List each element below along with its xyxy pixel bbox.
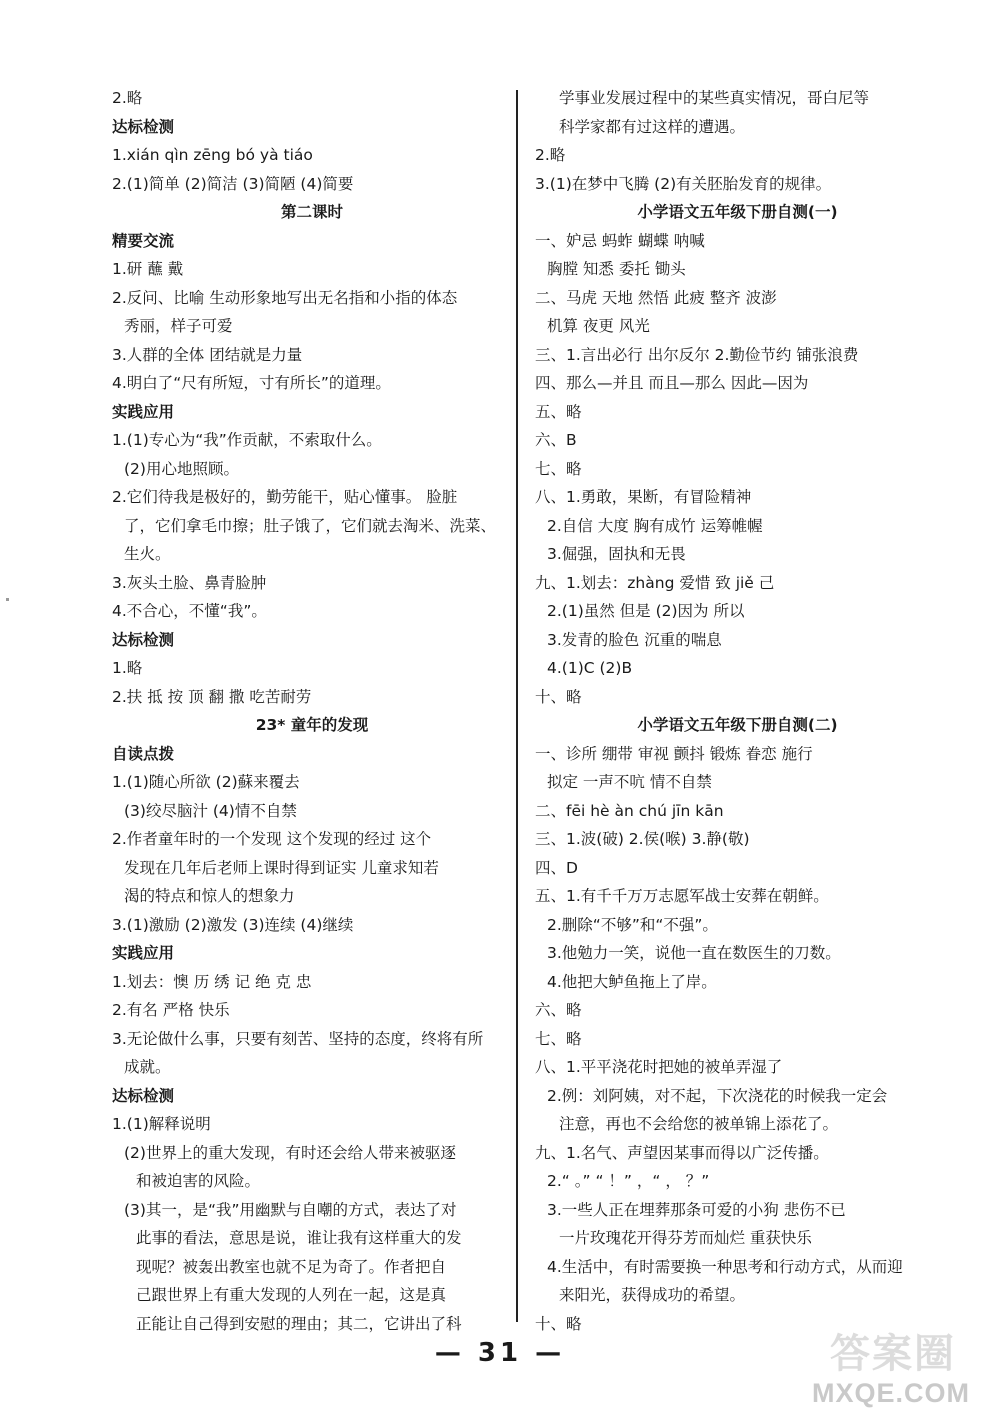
left-line: 4.明白了“尺有所短，寸有所长”的道理。 — [112, 374, 391, 392]
left-line: (2)用心地照顾。 — [124, 459, 239, 478]
left-column — [112, 84, 512, 1338]
left-line: 2.扶 抵 按 顶 翻 撒 吃苦耐劳 — [112, 687, 312, 706]
left-line: 1.(1)解释说明 — [112, 1115, 211, 1133]
right-line: 十、略 — [535, 1314, 582, 1333]
right-line: 二、fēi hè àn chú jīn kān — [535, 801, 724, 820]
right-line: 2.自信 大度 胸有成竹 运筹帷幄 — [547, 516, 763, 535]
left-line: 3.(1)激励 (2)激发 (3)连续 (4)继续 — [112, 915, 354, 934]
right-line: 科学家都有过这样的遭遇。 — [559, 117, 746, 136]
right-line: 3.发青的脸色 沉重的喘息 — [547, 630, 722, 649]
right-line: 注意，再也不会给您的被单锦上添花了。 — [559, 1115, 839, 1133]
left-line: 1.划去：懊 历 绣 记 绝 克 忠 — [112, 972, 312, 991]
right-lesson-title: 小学语文五年级下册自测(二) — [637, 716, 838, 734]
left-line: 3.无论做什么事，只要有刻苦、坚持的态度，终将有所 — [112, 1029, 484, 1048]
right-line: 八、1.勇敢，果断，有冒险精神 — [535, 488, 752, 506]
right-line: 2.删除“不够”和“不强”。 — [547, 915, 718, 934]
left-lesson-title: 23* 童年的发现 — [255, 716, 369, 734]
left-section-heading: 自读点拨 — [112, 744, 175, 763]
column-divider — [516, 90, 518, 1322]
right-line: 胸膛 知悉 委托 锄头 — [547, 260, 686, 278]
right-lesson-title: 小学语文五年级下册自测(一) — [637, 203, 838, 221]
left-line: 2.反问、比喻 生动形象地写出无名指和小指的体态 — [112, 288, 458, 307]
left-section-heading: 达标检测 — [112, 630, 175, 649]
right-line: 六、略 — [535, 1001, 582, 1019]
right-line: 2.例：刘阿姨，对不起，下次浇花的时候我一定会 — [547, 1086, 888, 1105]
right-line: 四、D — [535, 858, 578, 877]
left-line: 1.(1)专心为“我”作贡献，不索取什么。 — [112, 431, 382, 449]
left-line: 发现在几年后老师上课时得到证实 儿童求知若 — [124, 858, 439, 877]
left-line: (2)世界上的重大发现，有时还会给人带来被驱逐 — [124, 1143, 456, 1162]
scan-mark — [6, 598, 9, 601]
left-line: 秀丽，样子可爱 — [124, 317, 233, 335]
left-line: 2.略 — [112, 89, 143, 107]
left-line: (3)其一，是“我”用幽默与自嘲的方式，表达了对 — [124, 1200, 457, 1219]
left-line: 和被迫害的风险。 — [136, 1172, 261, 1190]
right-column — [535, 84, 940, 1338]
right-line: 2.(1)虽然 但是 (2)因为 所以 — [547, 602, 745, 620]
left-section-heading: 精要交流 — [112, 231, 175, 250]
right-line: 一、诊所 绷带 审视 颤抖 锻炼 眷恋 施行 — [535, 744, 813, 763]
left-line: 1.(1)随心所欲 (2)蘇来覆去 — [112, 773, 300, 791]
right-line: 二、马虎 天地 然悟 此疲 整齐 波澎 — [535, 288, 777, 307]
right-line: 机算 夜更 风光 — [547, 317, 650, 335]
right-line: 4.生活中，有时需要换一种思考和行动方式，从而迎 — [547, 1257, 903, 1276]
right-line: 3.一些人正在埋葬那条可爱的小狗 悲伤不已 — [547, 1200, 846, 1219]
watermark-site: MXQE.COM — [812, 1378, 971, 1408]
left-line: 2.(1)简单 (2)简洁 (3)简陋 (4)简要 — [112, 174, 354, 193]
left-line: 3.人群的全体 团结就是力量 — [112, 345, 303, 364]
left-line: 了，它们拿毛巾擦；肚子饿了，它们就去淘米、洗菜、 — [124, 516, 497, 535]
right-line: 4.(1)C (2)B — [547, 659, 633, 677]
right-line: 学事业发展过程中的某些真实情况，哥白尼等 — [559, 89, 870, 107]
left-section-heading: 达标检测 — [112, 1086, 175, 1105]
right-line: 八、1.平平浇花时把她的被单弄湿了 — [535, 1058, 783, 1076]
right-line: 五、1.有千千万万志愿军战士安葬在朝鲜。 — [535, 887, 829, 905]
left-section-heading: 达标检测 — [112, 117, 175, 136]
right-line: 一片玫瑰花开得芬芳而灿烂 重获快乐 — [559, 1229, 812, 1247]
watermark-logo: 答案圈 — [830, 1331, 956, 1377]
left-line: 2.有名 严格 快乐 — [112, 1001, 230, 1019]
right-line: 3.他勉力一笑，说他一直在数医生的刀数。 — [547, 944, 841, 962]
right-line: 十、略 — [535, 687, 582, 706]
right-line: 九、1.划去：zhàng 爱惜 致 jiě 己 — [535, 573, 775, 592]
right-line: 3.(1)在梦中飞腾 (2)有关胚胎发育的规律。 — [535, 174, 832, 193]
right-line: 六、B — [535, 431, 577, 449]
page-number: — 31 — — [434, 1338, 566, 1368]
left-line: 此事的看法，意思是说，谁让我有这样重大的发 — [136, 1229, 462, 1247]
left-line: 3.灰头土脸、鼻青脸肿 — [112, 573, 267, 592]
left-line: 己跟世界上有重大发现的人列在一起，这是真 — [136, 1286, 447, 1304]
right-line: 三、1.波(破) 2.侯(喉) 3.静(敬) — [535, 830, 750, 848]
right-line: 来阳光，获得成功的希望。 — [559, 1286, 746, 1304]
left-line: 现呢？被轰出教室也就不足为奇了。作者把自 — [136, 1257, 447, 1276]
left-section-heading: 实践应用 — [112, 944, 175, 962]
right-line: 九、1.名气、声望因某事而得以广泛传播。 — [535, 1143, 829, 1162]
left-lesson-title: 第二课时 — [280, 203, 343, 221]
right-line: 五、略 — [535, 402, 582, 421]
right-line: 3.倔强，固执和无畏 — [547, 545, 686, 563]
right-line: 2.略 — [535, 146, 566, 164]
right-line: 七、略 — [535, 459, 582, 478]
left-line: 成就。 — [124, 1058, 171, 1076]
right-line: 2.“ 。” “ ！” ，“ ， ？” — [547, 1172, 710, 1190]
left-line: 正能让自己得到安慰的理由；其二，它讲出了科 — [136, 1314, 462, 1333]
left-line: 1.研 蘸 戴 — [112, 260, 184, 278]
right-line: 四、那么—并且 而且—那么 因此—因为 — [535, 374, 809, 392]
right-line: 拟定 一声不吭 情不自禁 — [547, 773, 712, 791]
left-line: 1.xián qìn zēng bó yà tiáo — [112, 146, 313, 164]
left-line: 2.作者童年时的一个发现 这个发现的经过 这个 — [112, 830, 432, 848]
right-line: 一、妒忌 蚂蚱 蝴蝶 呐喊 — [535, 231, 705, 250]
right-line: 4.他把大鲈鱼拖上了岸。 — [547, 972, 717, 991]
left-line: 渴的特点和惊人的想象力 — [124, 887, 295, 905]
left-line: 2.它们待我是极好的，勤劳能干，贴心懂事。 脸脏 — [112, 488, 458, 506]
right-line: 七、略 — [535, 1029, 582, 1048]
left-line: 1.略 — [112, 659, 143, 677]
left-section-heading: 实践应用 — [112, 402, 175, 421]
left-line: (3)绞尽脑汁 (4)情不自禁 — [124, 801, 297, 820]
left-line: 4.不合心，不懂“我”。 — [112, 602, 267, 620]
left-line: 生火。 — [124, 545, 171, 563]
right-line: 三、1.言出必行 出尔反尔 2.勤俭节约 铺张浪费 — [535, 345, 859, 364]
